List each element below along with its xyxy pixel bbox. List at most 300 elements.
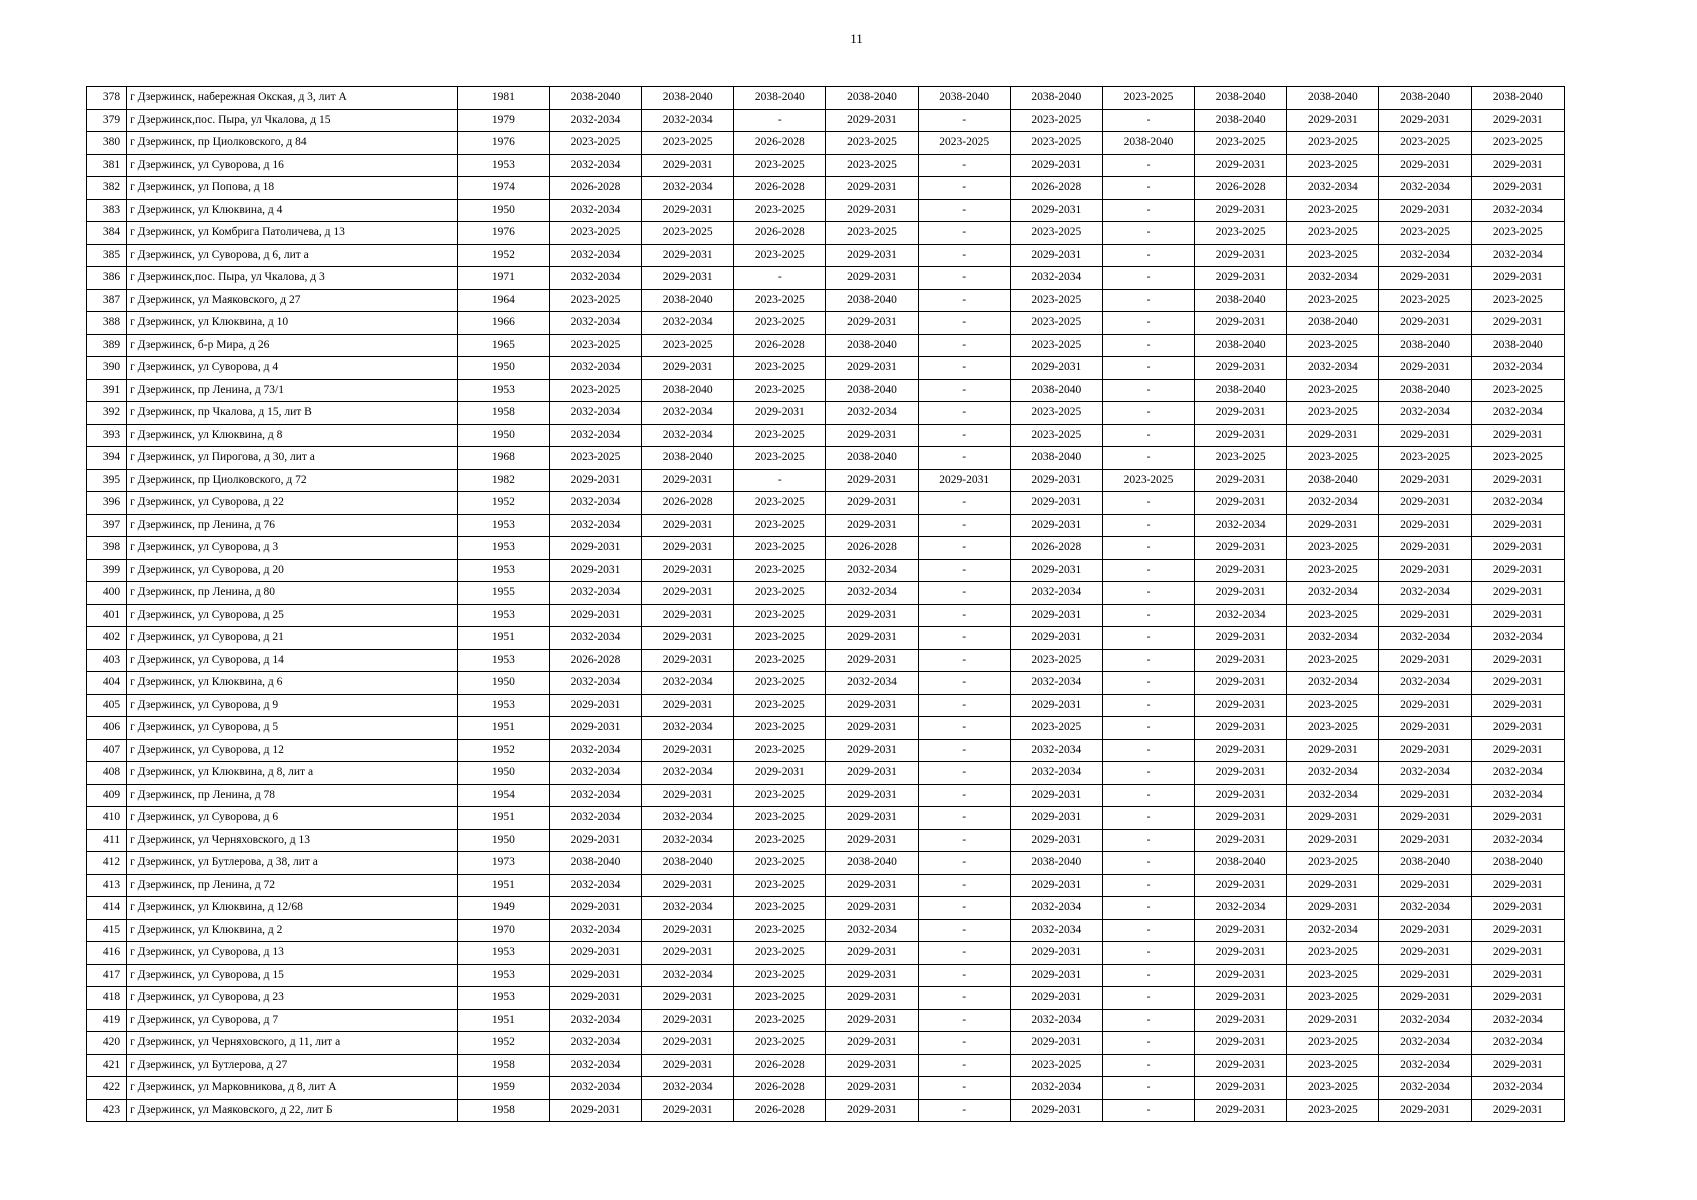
repair-period-cell: 2032-2034 [642, 807, 734, 830]
year-built-cell: 1953 [457, 154, 549, 177]
repair-period-cell: 2029-2031 [1379, 109, 1471, 132]
repair-period-cell: 2029-2031 [918, 469, 1010, 492]
repair-period-cell: 2026-2028 [734, 1077, 826, 1100]
repair-period-cell: 2023-2025 [1471, 289, 1564, 312]
repair-period-cell: 2029-2031 [642, 514, 734, 537]
table-row [87, 807, 1565, 830]
repair-period-cell: 2029-2031 [1471, 694, 1564, 717]
row-number-cell: 394 [87, 447, 127, 470]
repair-period-cell: 2032-2034 [642, 402, 734, 425]
repair-period-cell: - [918, 357, 1010, 380]
repair-period-cell: 2029-2031 [1195, 469, 1287, 492]
repair-period-cell: 2038-2040 [1010, 87, 1102, 110]
repair-period-cell: 2029-2031 [826, 987, 918, 1010]
repair-period-cell: 2023-2025 [1287, 222, 1379, 245]
repair-period-cell: 2029-2031 [642, 919, 734, 942]
repair-period-cell: 2029-2031 [1010, 357, 1102, 380]
repair-period-cell: 2029-2031 [826, 1032, 918, 1055]
year-built-cell: 1981 [457, 87, 549, 110]
repair-period-cell: 2026-2028 [1010, 177, 1102, 200]
repair-period-cell: - [1102, 919, 1194, 942]
repair-period-cell: 2032-2034 [1379, 1054, 1471, 1077]
repair-period-cell: 2029-2031 [1010, 244, 1102, 267]
repair-period-cell: 2029-2031 [1471, 919, 1564, 942]
repair-period-cell: - [918, 334, 1010, 357]
row-number-cell: 407 [87, 739, 127, 762]
repair-period-cell: 2038-2040 [1471, 87, 1564, 110]
repair-period-cell: 2029-2031 [549, 964, 641, 987]
repair-period-cell: - [1102, 762, 1194, 785]
repair-period-cell: 2029-2031 [826, 784, 918, 807]
repair-period-cell: 2032-2034 [549, 244, 641, 267]
repair-period-cell: 2029-2031 [1379, 919, 1471, 942]
repair-period-cell: 2038-2040 [642, 87, 734, 110]
repair-period-cell: - [918, 942, 1010, 965]
repair-period-cell: 2029-2031 [1379, 312, 1471, 335]
repair-period-cell: 2026-2028 [1195, 177, 1287, 200]
table-row [87, 1077, 1565, 1100]
address-cell: г Дзержинск, пр Циолковского, д 84 [127, 132, 458, 155]
repair-period-cell: 2038-2040 [1379, 379, 1471, 402]
repair-period-cell: 2029-2031 [826, 1077, 918, 1100]
repair-period-cell: 2026-2028 [734, 177, 826, 200]
year-built-cell: 1964 [457, 289, 549, 312]
repair-period-cell: 2029-2031 [1010, 154, 1102, 177]
repair-period-cell: 2038-2040 [1287, 87, 1379, 110]
repair-period-cell: 2032-2034 [1195, 514, 1287, 537]
repair-period-cell: - [1102, 987, 1194, 1010]
table-row [87, 357, 1565, 380]
row-number-cell: 420 [87, 1032, 127, 1055]
repair-period-cell: 2029-2031 [1010, 987, 1102, 1010]
repair-period-cell: 2032-2034 [549, 357, 641, 380]
row-number-cell: 403 [87, 649, 127, 672]
table-row [87, 1099, 1565, 1122]
repair-period-cell: 2029-2031 [1379, 987, 1471, 1010]
row-number-cell: 400 [87, 582, 127, 605]
repair-period-cell: 2029-2031 [642, 154, 734, 177]
repair-period-cell: 2023-2025 [734, 199, 826, 222]
repair-period-cell: 2029-2031 [826, 1099, 918, 1122]
repair-period-cell: 2023-2025 [734, 784, 826, 807]
repair-period-cell: 2038-2040 [1379, 334, 1471, 357]
year-built-cell: 1950 [457, 199, 549, 222]
address-cell: г Дзержинск, б-р Мира, д 26 [127, 334, 458, 357]
repair-period-cell: - [918, 829, 1010, 852]
row-number-cell: 384 [87, 222, 127, 245]
repair-period-cell: 2038-2040 [1195, 87, 1287, 110]
repair-period-cell: - [918, 537, 1010, 560]
repair-period-cell: 2038-2040 [1287, 312, 1379, 335]
repair-period-cell: 2029-2031 [1010, 604, 1102, 627]
repair-period-cell: 2038-2040 [642, 379, 734, 402]
repair-period-cell: 2032-2034 [642, 424, 734, 447]
repair-period-cell: 2029-2031 [549, 942, 641, 965]
row-number-cell: 380 [87, 132, 127, 155]
row-number-cell: 389 [87, 334, 127, 357]
repair-period-cell: - [918, 919, 1010, 942]
repair-period-cell: 2032-2034 [1287, 627, 1379, 650]
row-number-cell: 395 [87, 469, 127, 492]
repair-period-cell: 2023-2025 [1010, 424, 1102, 447]
repair-period-cell: - [918, 559, 1010, 582]
repair-period-cell: - [918, 424, 1010, 447]
repair-period-cell: 2032-2034 [1195, 897, 1287, 920]
year-built-cell: 1949 [457, 897, 549, 920]
repair-period-cell: 2029-2031 [1195, 312, 1287, 335]
repair-period-cell: - [918, 649, 1010, 672]
repair-period-cell: 2032-2034 [826, 582, 918, 605]
repair-period-cell: 2032-2034 [1471, 1032, 1564, 1055]
repair-period-cell: - [918, 627, 1010, 650]
address-cell: г Дзержинск, ул Бутлерова, д 27 [127, 1054, 458, 1077]
repair-period-cell: 2029-2031 [826, 739, 918, 762]
row-number-cell: 412 [87, 852, 127, 875]
address-cell: г Дзержинск, ул Черняховского, д 13 [127, 829, 458, 852]
table-row [87, 492, 1565, 515]
address-cell: г Дзержинск, пр Ленина, д 72 [127, 874, 458, 897]
year-built-cell: 1953 [457, 942, 549, 965]
repair-period-cell: 2032-2034 [1287, 672, 1379, 695]
repair-period-cell: - [918, 402, 1010, 425]
repair-period-cell: 2029-2031 [642, 357, 734, 380]
repair-period-cell: 2032-2034 [549, 627, 641, 650]
repair-period-cell: - [1102, 1077, 1194, 1100]
row-number-cell: 383 [87, 199, 127, 222]
repair-period-cell: 2029-2031 [1379, 964, 1471, 987]
repair-period-cell: 2029-2031 [1379, 874, 1471, 897]
repair-period-cell: 2023-2025 [1287, 289, 1379, 312]
repair-period-cell: 2029-2031 [1195, 582, 1287, 605]
repair-period-cell: 2023-2025 [1287, 1054, 1379, 1077]
repair-period-cell: 2023-2025 [734, 514, 826, 537]
repair-period-cell: 2029-2031 [1010, 694, 1102, 717]
row-number-cell: 422 [87, 1077, 127, 1100]
table-row [87, 199, 1565, 222]
repair-period-cell: - [1102, 357, 1194, 380]
repair-period-cell: 2029-2031 [1195, 874, 1287, 897]
repair-period-cell: 2029-2031 [1287, 874, 1379, 897]
repair-period-cell: 2032-2034 [1010, 1077, 1102, 1100]
repair-period-cell: 2023-2025 [1287, 559, 1379, 582]
repair-period-cell: 2023-2025 [734, 289, 826, 312]
repair-period-cell: 2032-2034 [549, 267, 641, 290]
repair-period-cell: 2032-2034 [1287, 357, 1379, 380]
table-row [87, 694, 1565, 717]
table-row [87, 132, 1565, 155]
repair-period-cell: 2029-2031 [642, 987, 734, 1010]
table-row [87, 514, 1565, 537]
repair-period-cell: 2023-2025 [734, 897, 826, 920]
repair-period-cell: - [1102, 897, 1194, 920]
repair-period-cell: 2038-2040 [1010, 852, 1102, 875]
repair-period-cell: 2029-2031 [734, 762, 826, 785]
repair-period-cell: 2029-2031 [1379, 267, 1471, 290]
table-row [87, 582, 1565, 605]
repair-period-cell: 2023-2025 [826, 132, 918, 155]
repair-period-cell: 2029-2031 [642, 942, 734, 965]
repair-period-cell: 2023-2025 [826, 222, 918, 245]
repair-period-cell: 2026-2028 [734, 1054, 826, 1077]
repair-period-cell: 2032-2034 [1379, 1032, 1471, 1055]
address-cell: г Дзержинск, ул Суворова, д 15 [127, 964, 458, 987]
repair-period-cell: 2023-2025 [549, 334, 641, 357]
repair-period-cell: 2029-2031 [1471, 672, 1564, 695]
repair-period-cell: 2029-2031 [1379, 514, 1471, 537]
repair-period-cell: 2029-2031 [642, 874, 734, 897]
repair-period-cell: 2023-2025 [734, 244, 826, 267]
repair-period-cell: 2038-2040 [826, 289, 918, 312]
repair-period-cell: 2029-2031 [1471, 1099, 1564, 1122]
repair-period-cell: 2029-2031 [1010, 559, 1102, 582]
repair-period-cell: - [1102, 874, 1194, 897]
repair-period-cell: 2029-2031 [1287, 807, 1379, 830]
repair-period-cell: 2023-2025 [734, 312, 826, 335]
repair-period-cell: 2026-2028 [549, 649, 641, 672]
repair-period-cell: 2026-2028 [1010, 537, 1102, 560]
repair-period-cell: 2029-2031 [1010, 807, 1102, 830]
row-number-cell: 401 [87, 604, 127, 627]
repair-period-cell: - [918, 604, 1010, 627]
repair-period-cell: 2023-2025 [1287, 154, 1379, 177]
repair-period-cell: 2029-2031 [1379, 739, 1471, 762]
repair-period-cell: 2029-2031 [642, 739, 734, 762]
repair-period-cell: 2023-2025 [734, 852, 826, 875]
address-cell: г Дзержинск, ул Пирогова, д 30, лит а [127, 447, 458, 470]
table-row [87, 1032, 1565, 1055]
repair-period-cell: 2029-2031 [1195, 829, 1287, 852]
year-built-cell: 1953 [457, 694, 549, 717]
repair-period-cell: 2026-2028 [826, 537, 918, 560]
repair-period-cell: 2029-2031 [1195, 199, 1287, 222]
row-number-cell: 396 [87, 492, 127, 515]
repair-period-cell: 2032-2034 [1379, 762, 1471, 785]
repair-period-cell: 2023-2025 [734, 537, 826, 560]
repair-period-cell: - [918, 717, 1010, 740]
repair-period-cell: 2032-2034 [1471, 1077, 1564, 1100]
repair-period-cell: 2038-2040 [549, 852, 641, 875]
repair-period-cell: 2023-2025 [734, 672, 826, 695]
repair-period-cell: 2029-2031 [642, 1032, 734, 1055]
repair-period-cell: 2032-2034 [549, 762, 641, 785]
repair-period-cell: 2032-2034 [826, 919, 918, 942]
repair-period-cell: 2032-2034 [642, 897, 734, 920]
repair-period-cell: 2038-2040 [1195, 109, 1287, 132]
address-cell: г Дзержинск, набережная Окская, д 3, лит А [127, 87, 458, 110]
repair-period-cell: 2023-2025 [1102, 469, 1194, 492]
table-row [87, 222, 1565, 245]
repair-period-cell: 2029-2031 [1287, 514, 1379, 537]
repair-period-cell: 2029-2031 [826, 244, 918, 267]
repair-period-cell: 2023-2025 [734, 492, 826, 515]
repair-period-cell: - [1102, 109, 1194, 132]
address-cell: г Дзержинск, ул Суворова, д 3 [127, 537, 458, 560]
repair-period-cell: 2038-2040 [826, 379, 918, 402]
repair-period-cell: 2038-2040 [1379, 852, 1471, 875]
repair-period-cell: 2032-2034 [1471, 402, 1564, 425]
repair-period-cell: 2038-2040 [918, 87, 1010, 110]
repair-period-cell: - [1102, 447, 1194, 470]
repair-period-cell: 2029-2031 [1195, 537, 1287, 560]
repair-period-cell: - [1102, 852, 1194, 875]
repair-period-cell: - [1102, 1032, 1194, 1055]
year-built-cell: 1950 [457, 672, 549, 695]
repair-period-cell: 2023-2025 [734, 649, 826, 672]
repair-period-cell: 2029-2031 [642, 1054, 734, 1077]
repair-period-cell: - [1102, 672, 1194, 695]
table-row [87, 874, 1565, 897]
repair-period-cell: 2032-2034 [1195, 604, 1287, 627]
repair-period-cell: 2023-2025 [1010, 289, 1102, 312]
repair-period-cell: 2029-2031 [1195, 784, 1287, 807]
repair-period-cell: 2029-2031 [549, 694, 641, 717]
repair-period-cell: 2029-2031 [1379, 424, 1471, 447]
repair-period-cell: 2029-2031 [1195, 267, 1287, 290]
repair-period-cell: 2029-2031 [549, 537, 641, 560]
repair-period-cell: 2032-2034 [642, 964, 734, 987]
repair-period-cell: 2032-2034 [549, 199, 641, 222]
repair-period-cell: 2032-2034 [549, 1077, 641, 1100]
repair-period-cell: 2023-2025 [549, 379, 641, 402]
repair-period-cell: - [1102, 492, 1194, 515]
address-cell: г Дзержинск, ул Суворова, д 21 [127, 627, 458, 650]
address-cell: г Дзержинск, ул Клюквина, д 2 [127, 919, 458, 942]
repair-period-cell: 2023-2025 [549, 447, 641, 470]
repair-period-cell: 2029-2031 [642, 559, 734, 582]
repair-period-cell: 2029-2031 [734, 402, 826, 425]
repair-period-cell: 2023-2025 [918, 132, 1010, 155]
repair-period-cell: 2038-2040 [642, 289, 734, 312]
repair-period-cell: 2038-2040 [1195, 852, 1287, 875]
table-row [87, 672, 1565, 695]
year-built-cell: 1968 [457, 447, 549, 470]
repair-period-cell: 2029-2031 [1195, 1077, 1287, 1100]
repair-period-cell: - [1102, 424, 1194, 447]
table-row [87, 559, 1565, 582]
repair-period-cell: 2032-2034 [1287, 919, 1379, 942]
table-row [87, 424, 1565, 447]
year-built-cell: 1965 [457, 334, 549, 357]
repair-period-cell: 2029-2031 [1471, 514, 1564, 537]
repair-period-cell: - [918, 154, 1010, 177]
repair-period-cell: - [918, 312, 1010, 335]
repair-period-cell: - [734, 469, 826, 492]
year-built-cell: 1951 [457, 627, 549, 650]
repair-period-cell: 2023-2025 [734, 964, 826, 987]
repair-period-cell: - [918, 222, 1010, 245]
repair-period-cell: 2023-2025 [642, 334, 734, 357]
repair-period-cell: - [918, 199, 1010, 222]
repair-period-cell: 2038-2040 [734, 87, 826, 110]
row-number-cell: 423 [87, 1099, 127, 1122]
repair-period-cell: 2029-2031 [642, 267, 734, 290]
year-built-cell: 1974 [457, 177, 549, 200]
repair-period-cell: 2029-2031 [1195, 739, 1287, 762]
address-cell: г Дзержинск, ул Суворова, д 7 [127, 1009, 458, 1032]
year-built-cell: 1966 [457, 312, 549, 335]
repair-period-cell: 2032-2034 [549, 1054, 641, 1077]
repair-period-cell: 2032-2034 [1010, 1009, 1102, 1032]
row-number-cell: 399 [87, 559, 127, 582]
year-built-cell: 1953 [457, 649, 549, 672]
repair-period-cell: 2032-2034 [826, 559, 918, 582]
row-number-cell: 404 [87, 672, 127, 695]
repair-period-cell: 2038-2040 [1010, 447, 1102, 470]
repair-period-cell: 2029-2031 [1379, 694, 1471, 717]
repair-period-cell: 2029-2031 [1471, 1054, 1564, 1077]
year-built-cell: 1958 [457, 1099, 549, 1122]
repair-period-cell: 2032-2034 [1287, 267, 1379, 290]
address-cell: г Дзержинск, ул Суворова, д 14 [127, 649, 458, 672]
address-cell: г Дзержинск, ул Клюквина, д 12/68 [127, 897, 458, 920]
repair-period-cell: 2038-2040 [826, 87, 918, 110]
repair-period-cell: 2023-2025 [549, 289, 641, 312]
repair-period-cell: - [1102, 334, 1194, 357]
repair-period-cell: 2032-2034 [1010, 672, 1102, 695]
repair-period-cell: 2029-2031 [1195, 1032, 1287, 1055]
repair-period-cell: 2032-2034 [826, 402, 918, 425]
repair-period-cell: - [918, 1099, 1010, 1122]
repair-period-cell: 2029-2031 [1010, 514, 1102, 537]
repair-period-cell: 2029-2031 [1195, 559, 1287, 582]
repair-period-cell: 2029-2031 [1471, 807, 1564, 830]
repair-period-cell: 2029-2031 [1010, 964, 1102, 987]
repair-period-cell: 2032-2034 [1287, 582, 1379, 605]
repair-period-cell: 2023-2025 [734, 942, 826, 965]
repair-period-cell: 2029-2031 [1195, 357, 1287, 380]
address-cell: г Дзержинск, пр Циолковского, д 72 [127, 469, 458, 492]
repair-period-cell: 2032-2034 [642, 177, 734, 200]
repair-period-cell: 2023-2025 [1379, 289, 1471, 312]
repair-period-cell: 2023-2025 [1287, 694, 1379, 717]
repair-period-cell: 2032-2034 [1471, 829, 1564, 852]
repair-period-cell: 2032-2034 [1471, 199, 1564, 222]
repair-period-cell: - [918, 694, 1010, 717]
repair-period-cell: 2029-2031 [642, 784, 734, 807]
repair-period-cell: 2023-2025 [1379, 222, 1471, 245]
repair-period-cell: 2032-2034 [549, 919, 641, 942]
table-row [87, 1054, 1565, 1077]
row-number-cell: 405 [87, 694, 127, 717]
repair-period-cell: 2029-2031 [1471, 604, 1564, 627]
repair-period-cell: 2029-2031 [1471, 424, 1564, 447]
repair-period-cell: 2029-2031 [1287, 109, 1379, 132]
year-built-cell: 1973 [457, 852, 549, 875]
address-cell: г Дзержинск, ул Попова, д 18 [127, 177, 458, 200]
repair-period-cell: 2029-2031 [826, 964, 918, 987]
address-cell: г Дзержинск, ул Суворова, д 13 [127, 942, 458, 965]
year-built-cell: 1958 [457, 1054, 549, 1077]
repair-period-cell: 2029-2031 [1471, 267, 1564, 290]
year-built-cell: 1976 [457, 222, 549, 245]
repair-period-cell: 2029-2031 [1471, 739, 1564, 762]
repair-period-cell: 2023-2025 [1010, 649, 1102, 672]
repair-period-cell: 2029-2031 [1471, 469, 1564, 492]
repair-period-cell: - [734, 109, 826, 132]
table-row [87, 334, 1565, 357]
repair-period-cell: 2029-2031 [1379, 604, 1471, 627]
table-row [87, 784, 1565, 807]
repair-period-cell: 2032-2034 [1379, 1009, 1471, 1032]
year-built-cell: 1953 [457, 604, 549, 627]
repair-period-cell: 2029-2031 [1379, 469, 1471, 492]
address-cell: г Дзержинск, ул Суворова, д 23 [127, 987, 458, 1010]
year-built-cell: 1951 [457, 874, 549, 897]
repair-period-cell: 2032-2034 [1379, 897, 1471, 920]
repair-period-cell: 2029-2031 [826, 807, 918, 830]
repair-period-cell: 2029-2031 [1471, 312, 1564, 335]
table-row [87, 1009, 1565, 1032]
